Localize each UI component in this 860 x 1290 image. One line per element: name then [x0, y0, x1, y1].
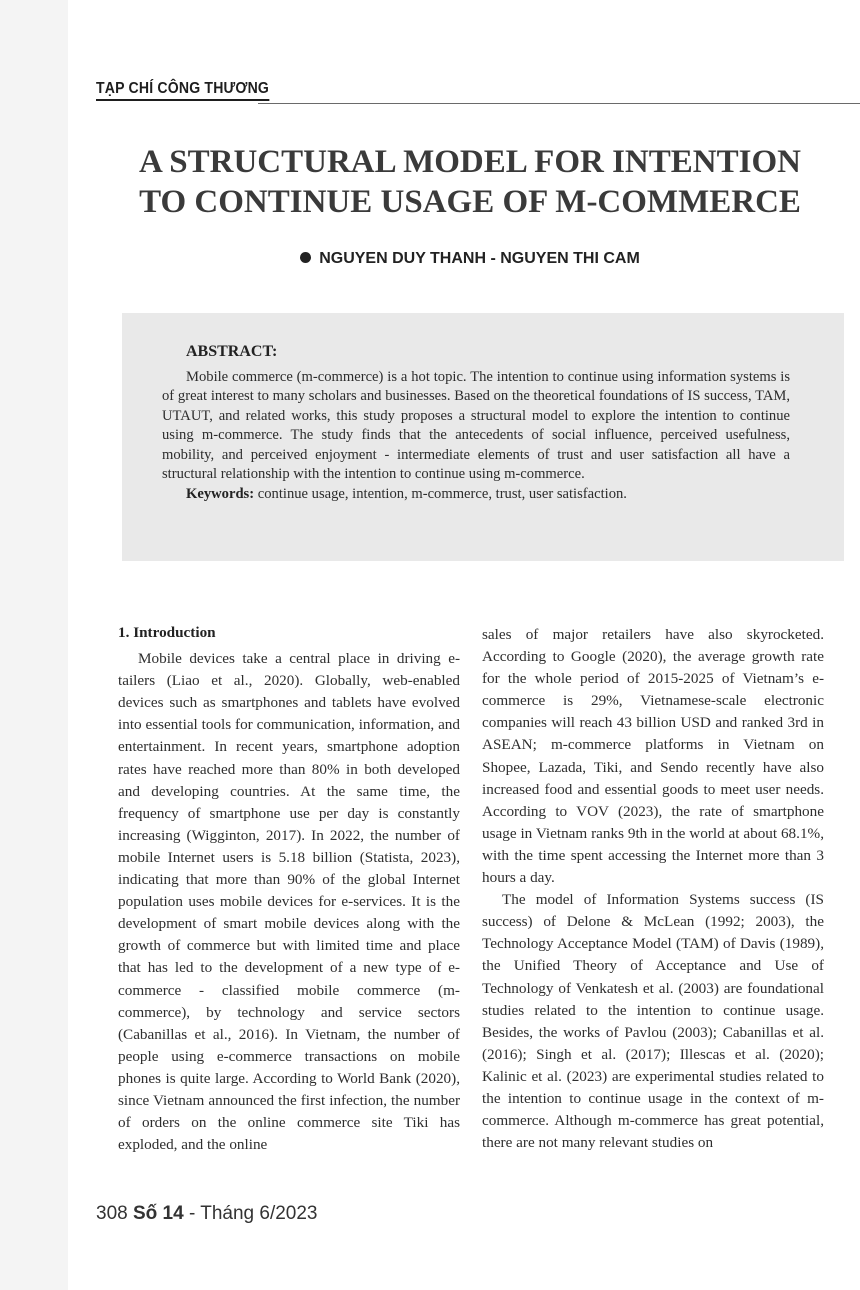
- section-heading: 1. Introduction: [118, 624, 216, 641]
- body-column-right: [482, 624, 824, 1154]
- keywords-label: Keywords:: [186, 486, 255, 503]
- keywords-text: continue usage, intention, m-commerce, trust, user satisfaction.: [254, 486, 627, 503]
- body-paragraph: sales of major retailers have also skyrocketed. According to Google (2020), the average growth rate for the whole period of 2015-2025 of Vietnam’s e-commerce is 29%, Vietnamese-scale electronic companies will reach 43 billion USD and ranked 3rd in ASEAN; m-commerce platforms in Vietnam on Shopee, Lazada, Tiki, and Sendo recently have also increased food and essential goods to meet user needs. According to VOV (2023), the rate of smartphone usage in Vietnam ranks 9th in the world at about 68.1%, with the time spent accessing the Internet more than 3 hours a day.: [482, 626, 824, 887]
- body-paragraph: Mobile devices take a central place in driving e-tailers (Liao et al., 2020). Globally, web-enabled devices such as smartphones and tablets have evolved into essential tools for communication, information, and entertainment. In recent years, smartphone adoption rates have reached more than 80% in both developed and developing countries. At the same time, the frequency of smartphone use per day is constantly increasing (Wigginton, 2017). In 2022, the number of mobile Internet users is 5.18 billion (Statista, 2023), indicating that more than 90% of the global Internet population uses mobile devices for e-services. It is the development of smart mobile devices along with the growth of commerce but with limited time and place that has led to the development of a new type of e-commerce - classified mobile commerce (m-commerce), by technology and service sectors (Cabanillas et al., 2016). In Vietnam, the number of people using e-commerce transactions on mobile phones is quite large. According to World Bank (2020), since Vietnam announced the first infection, the number of orders on the online commerce site Tiki has exploded, and the online: [118, 650, 460, 1154]
- title-line-2: TO CONTINUE USAGE OF M-COMMERCE: [139, 184, 801, 220]
- abstract-content: [162, 343, 790, 505]
- body-column-left: [118, 622, 460, 1156]
- article-title: [90, 142, 850, 222]
- header-rule: [258, 103, 860, 104]
- bullet-icon: [300, 252, 311, 263]
- author-line: [90, 250, 850, 268]
- page-footer: [96, 1203, 318, 1225]
- title-line-1: A STRUCTURAL MODEL FOR INTENTION: [139, 144, 801, 180]
- body-paragraph: The model of Information Systems success (IS success) of Delone & McLean (1992; 2003), the Technology Acceptance Model (TAM) of Davis (1989), the Unified Theory of Acceptance and Use of Technology of Venkatesh et al. (2003) are foundational studies related to the intention to continue usage. Besides, the works of Pavlou (2003); Cabanillas et al. (2016); Singh et al. (2017); Illescas et al. (2020); Kalinic et al. (2023) are experimental studies related to the intention to continue usage in the context of m-commerce. Although m-commerce has great potential, there are not many relevant studies on: [482, 891, 824, 1152]
- page-margin-strip: [0, 0, 68, 1290]
- keywords-line: [186, 485, 790, 504]
- issue-number: Số 14: [132, 1203, 184, 1224]
- issue-date: - Tháng 6/2023: [183, 1203, 318, 1224]
- abstract-box: [122, 313, 844, 561]
- journal-name: TẠP CHÍ CÔNG THƯƠNG: [96, 80, 269, 101]
- authors: NGUYEN DUY THANH - NGUYEN THI CAM: [319, 250, 640, 267]
- page-number: 308: [96, 1203, 128, 1224]
- abstract-text: Mobile commerce (m-commerce) is a hot topic. The intention to continue using information systems is of great interest to many scholars and businesses. Based on the theoretical foundations of IS success, TAM, UTAUT, and related works, this study proposes a structural model to explore the intention to continue using m-commerce. The study finds that the antecedents of social influence, perceived usefulness, mobility, and perceived enjoyment - intermediate elements of trust and user satisfaction all have a structural relationship with the intention to continue using m-commerce.: [162, 369, 790, 483]
- abstract-heading: ABSTRACT:: [186, 343, 278, 360]
